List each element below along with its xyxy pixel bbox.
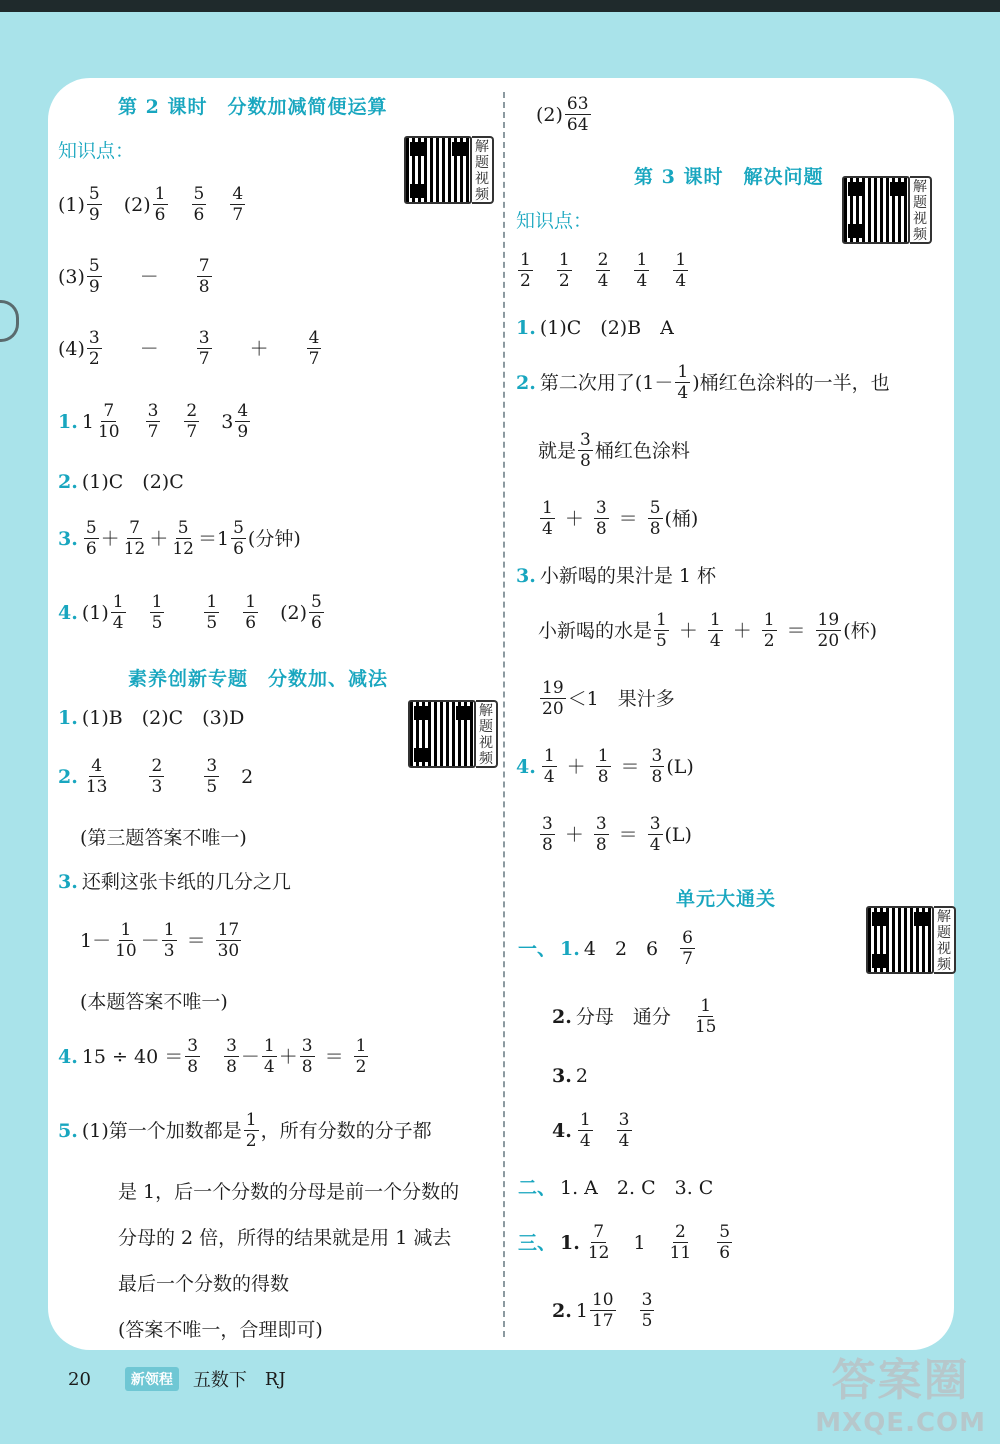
qr-label: 解 题 视 频 bbox=[934, 906, 956, 974]
special-q2-note: (第三题答案不唯一) bbox=[80, 827, 247, 849]
unit-part2: 二、 1. A 2. C 3. C bbox=[518, 1177, 714, 1199]
qr-code-icon bbox=[842, 176, 910, 244]
special-q3-note: (本题答案不唯一) bbox=[80, 991, 228, 1013]
lesson3-q4: 4. $\frac{1}{4}$ ＋ $\frac{1}{8}$ ＝ $\frac{3}{8}$ (L) bbox=[516, 746, 694, 787]
lesson3-q2-line2: 就是 $\frac{3}{8}$ 桶红色涂料 bbox=[538, 430, 690, 471]
qr-code-icon bbox=[404, 136, 472, 204]
question-2: 2. (1)C (2)C bbox=[58, 471, 184, 493]
book-edition: RJ bbox=[264, 1368, 286, 1390]
unit-part1-q2: 2. 分母 通分 $\frac{1}{15}$ bbox=[552, 996, 717, 1037]
lesson2-title: 第 2 课时 分数加减简便运算 bbox=[118, 96, 388, 118]
top-bar bbox=[0, 0, 1000, 12]
knowledge-item-1: (1) $\frac{5}{9}$ (2) $\frac{1}{6}$ $\frac{5}{6}$ $\frac{4}{7}$ bbox=[58, 184, 244, 225]
lesson3-q2: 2. 第二次用了(1－ $\frac{1}{4}$ )桶红色涂料的一半，也 bbox=[516, 362, 890, 403]
special-q4: 4. 15 ÷ 40 ＝ $\frac{3}{8}$ $\frac{3}{8}$ － $\frac{1}{4}$ ＋ $\frac{3}{8}$ ＝ $\frac{1}{2}$ bbox=[58, 1036, 367, 1077]
page-footer bbox=[68, 1366, 286, 1392]
special-q5-note: (答案不唯一，合理即可) bbox=[118, 1319, 323, 1341]
site-watermark: 答案圈 MXQE.COM bbox=[815, 1355, 986, 1438]
question-4: 4. (1) $\frac{1}{4}$ $\frac{1}{5}$ $\frac{1}{5}$ $\frac{1}{6}$ (2) $\frac{5}{6}$ bbox=[58, 592, 322, 633]
qr-code-unit[interactable] bbox=[866, 906, 962, 974]
lesson3-q4-line2: $\frac{3}{8}$ ＋ $\frac{3}{8}$ ＝ $\frac{3}{4}$ (L) bbox=[542, 814, 692, 855]
qr-code-icon bbox=[866, 906, 934, 974]
right-top-answer: (2) $\frac{63}{64}$ bbox=[536, 94, 589, 135]
lesson3-q3: 3. 小新喝的果汁是 1 杯 bbox=[516, 565, 717, 587]
page-number: 20 bbox=[68, 1368, 91, 1390]
knowledge-item-4: (4) $\frac{3}{2}$ － $\frac{3}{7}$ ＋ $\frac{4}{7}$ bbox=[58, 328, 320, 369]
special-q1: 1. (1)B (2)C (3)D bbox=[58, 707, 245, 729]
qr-code-lesson3[interactable] bbox=[842, 176, 938, 244]
lesson3-q3-compare: $\frac{19}{20}$ ＜1 果汁多 bbox=[542, 678, 675, 719]
special-q5-line3: 分母的 2 倍，所得的结果就是用 1 减去 bbox=[118, 1227, 452, 1249]
lesson3-knowledge: $\frac{1}{2}$ $\frac{1}{2}$ $\frac{2}{4}$ $\frac{1}{4}$ $\frac{1}{4}$ bbox=[520, 250, 687, 291]
unit-part1-q1: 一、 1. 4 2 6 $\frac{6}{7}$ bbox=[518, 928, 693, 969]
qr-label: 解 题 视 频 bbox=[476, 700, 498, 768]
unit-part1-q3: 3. 2 bbox=[552, 1065, 588, 1087]
special-q5: 5. (1)第一个加数都是 $\frac{1}{2}$ ，所有分数的分子都 bbox=[58, 1110, 432, 1151]
qr-code-icon bbox=[408, 700, 476, 768]
qr-label: 解 题 视 频 bbox=[910, 176, 932, 244]
lesson3-title: 第 3 课时 解决问题 bbox=[634, 166, 824, 188]
special-q5-line2: 是 1，后一个分数的分母是前一个分数的 bbox=[118, 1181, 460, 1203]
qr-code-special[interactable] bbox=[408, 700, 504, 768]
lesson3-q1: 1. (1)C (2)B A bbox=[516, 317, 674, 339]
brand-badge: 新领程 bbox=[125, 1367, 179, 1391]
question-1: 1. 1 $\frac{7}{10}$ $\frac{3}{7}$ $\frac{2}{7}$ 3 $\frac{4}{9}$ bbox=[58, 401, 249, 442]
book-subject: 五数下 bbox=[192, 1370, 247, 1391]
qr-code-lesson2[interactable] bbox=[404, 136, 500, 204]
knowledge-label-left: 知识点： bbox=[58, 140, 135, 162]
unit-part3-q2: 2. 1 $\frac{10}{17}$ $\frac{3}{5}$ bbox=[552, 1290, 653, 1331]
unit-part3-q1: 三、 1. $\frac{7}{12}$ 1 $\frac{2}{11}$ $\frac{5}{6}$ bbox=[518, 1222, 731, 1263]
special-q2: 2. $\frac{4}{13}$ $\frac{2}{3}$ $\frac{3}{5}$ 2 bbox=[58, 756, 254, 797]
lesson3-q3-equation: 小新喝的水是 $\frac{1}{5}$ ＋ $\frac{1}{4}$ ＋ $\frac{1}{2}$ ＝ $\frac{19}{20}$ (杯) bbox=[538, 610, 878, 651]
special-q5-line4: 最后一个分数的得数 bbox=[118, 1273, 290, 1295]
unit-review-title: 单元大通关 bbox=[676, 888, 777, 910]
special-q3-equation: 1－ $\frac{1}{10}$ － $\frac{1}{3}$ ＝ $\frac{17}{30}$ bbox=[80, 920, 240, 961]
lesson3-q2-equation: $\frac{1}{4}$ ＋ $\frac{3}{8}$ ＝ $\frac{5}{8}$ (桶) bbox=[542, 498, 699, 539]
unit-part1-q4: 4. $\frac{1}{4}$ $\frac{3}{4}$ bbox=[552, 1110, 630, 1151]
special-topic-title: 素养创新专题 分数加、减法 bbox=[128, 668, 389, 690]
question-3: 3. $\frac{5}{6}$ ＋ $\frac{7}{12}$ ＋ $\frac{5}{12}$ ＝1 $\frac{5}{6}$ (分钟) bbox=[58, 518, 301, 559]
qr-label: 解 题 视 频 bbox=[472, 136, 494, 204]
knowledge-label-right: 知识点： bbox=[516, 210, 593, 232]
special-q3: 3. 还剩这张卡纸的几分之几 bbox=[58, 871, 291, 893]
knowledge-item-3: (3) $\frac{5}{9}$ － $\frac{7}{8}$ bbox=[58, 256, 210, 297]
edge-tab-mark bbox=[0, 300, 19, 342]
